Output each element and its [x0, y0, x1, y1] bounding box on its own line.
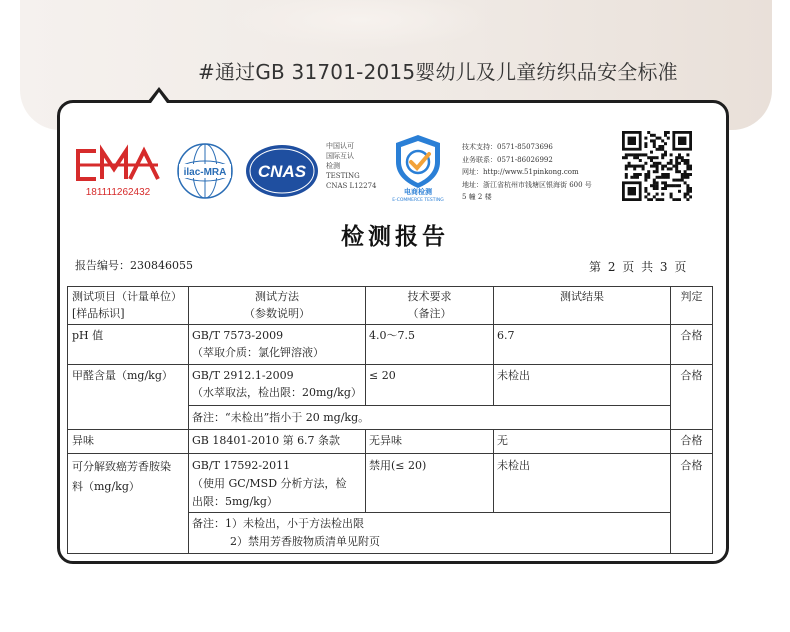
cnas-caption-line: 检测: [326, 162, 340, 170]
table-row-formaldehyde-requirement: ≤ 20: [369, 369, 396, 382]
contact-address: 地址：浙江省杭州市钱塘区银海街 600 号: [462, 180, 592, 189]
headline: #通过GB 31701-2015婴幼儿及儿童纺织品安全标准: [198, 60, 678, 84]
header-verdict: 判定: [680, 290, 703, 303]
method-line: （萃取介质：氯化钾溶液）: [192, 346, 324, 359]
method-line: GB/T 2912.1-2009: [192, 369, 294, 382]
contact-address-2: 5 幢 2 楼: [462, 193, 492, 201]
table-border: [67, 364, 713, 365]
cnas-caption-line: 中国认可: [326, 142, 354, 150]
cnas-caption-line: TESTING: [326, 172, 360, 180]
table-row-odor-result: 无: [497, 434, 508, 447]
table-row-formaldehyde-method: [192, 367, 362, 401]
table-border: [67, 324, 713, 325]
report-number: 报告编号：230846055: [75, 259, 193, 272]
table-row-formaldehyde-note: 备注：“未检出”指小于 20 mg/kg。: [192, 411, 370, 424]
contact-website: 网址：http://www.51pinkong.com: [462, 168, 579, 176]
table-row-odor-verdict: 合格: [680, 434, 703, 447]
ecommerce-cn: 电商检测: [404, 188, 432, 196]
cnas-caption-line: CNAS L12274: [326, 182, 377, 190]
background-glow: [230, 0, 490, 50]
table-border: [67, 286, 68, 554]
ilac-mra-logo: [176, 142, 234, 200]
table-row-ph-verdict: 合格: [680, 329, 703, 342]
header-result: 测试结果: [560, 290, 604, 303]
table-row-odor-item: 异味: [72, 434, 94, 447]
table-row-amine-result: 未检出: [497, 459, 530, 472]
header-item-line: [样品标识]: [72, 307, 125, 320]
table-row-formaldehyde-item: 甲醛含量（mg/kg）: [72, 369, 173, 382]
method-line: GB/T 7573-2009: [192, 329, 284, 342]
card-notch-inner: [151, 92, 167, 103]
table-row-ph-result: 6.7: [497, 329, 515, 342]
qr-code-icon: [622, 131, 692, 201]
table-row-ph-item: pH 值: [72, 329, 104, 342]
table-border: [67, 286, 713, 287]
table-row-amine-item: [72, 457, 171, 497]
table-border: [188, 405, 670, 406]
table-row-amine-note: [192, 515, 380, 551]
cnas-text: CNAS: [257, 162, 307, 181]
table-row-formaldehyde-result: 未检出: [497, 369, 530, 382]
header-item-line: 测试项目（计量单位）: [72, 290, 182, 303]
table-border: [188, 512, 670, 513]
cnas-logo: [244, 143, 320, 199]
method-line: （使用 GC/MSD 分析方法，检: [192, 477, 347, 490]
ecommerce-en: E-COMMERCE TESTING: [392, 198, 444, 202]
table-row-amine-requirement: 禁用(≤ 20): [369, 459, 427, 472]
header-requirement-line: （备注）: [407, 307, 452, 320]
item-line: 料（mg/kg）: [72, 480, 140, 493]
table-border: [67, 553, 713, 554]
table-row-formaldehyde-verdict: 合格: [680, 369, 703, 382]
note-line: 2）禁用芳香胺物质清单见附页: [230, 535, 380, 548]
header-requirement: [366, 288, 493, 322]
cnas-caption: [326, 141, 376, 191]
header-method: [189, 288, 365, 322]
method-line: 出限：5mg/kg）: [192, 495, 278, 508]
method-line: （水萃取法，检出限：20mg/kg）: [192, 386, 362, 399]
cnas-caption-line: 国际互认: [326, 152, 354, 160]
table-row-odor-method: GB 18401-2010 第 6.7 条款: [192, 434, 341, 447]
ecommerce-testing-logo: [388, 132, 448, 202]
table-border: [67, 453, 713, 454]
header-method-line: （参数说明）: [244, 307, 310, 320]
table-row-ph-method: [192, 327, 324, 361]
table-row-amine-method: [192, 457, 347, 511]
page-info: 第 2 页 共 3 页: [589, 260, 687, 274]
table-row-odor-requirement: 无异味: [369, 434, 402, 447]
cma-number: 181111262432: [85, 187, 151, 198]
header-item: [72, 288, 182, 322]
table-row-amine-verdict: 合格: [680, 459, 703, 472]
report-title: 检测报告: [341, 223, 449, 250]
table-border: [493, 429, 494, 513]
header-requirement-line: 技术要求: [407, 290, 452, 303]
method-line: GB/T 17592-2011: [192, 459, 291, 472]
cma-logo: [72, 143, 164, 201]
contact-phone-business: 业务联系：0571-86026992: [462, 155, 553, 164]
note-line: 备注：1）未检出，小于方法检出限: [192, 517, 364, 530]
table-row-ph-requirement: 4.0～7.5: [369, 329, 415, 342]
ilac-text: ilac-MRA: [183, 167, 227, 178]
contact-info: [462, 141, 592, 204]
table-border: [365, 429, 366, 513]
item-line: 可分解致癌芳香胺染: [72, 460, 171, 473]
header-method-line: 测试方法: [255, 290, 299, 303]
table-border: [712, 286, 713, 554]
contact-phone-support: 技术支持：0571-85073696: [462, 143, 553, 151]
table-border: [67, 429, 713, 430]
table-border: [188, 286, 189, 554]
